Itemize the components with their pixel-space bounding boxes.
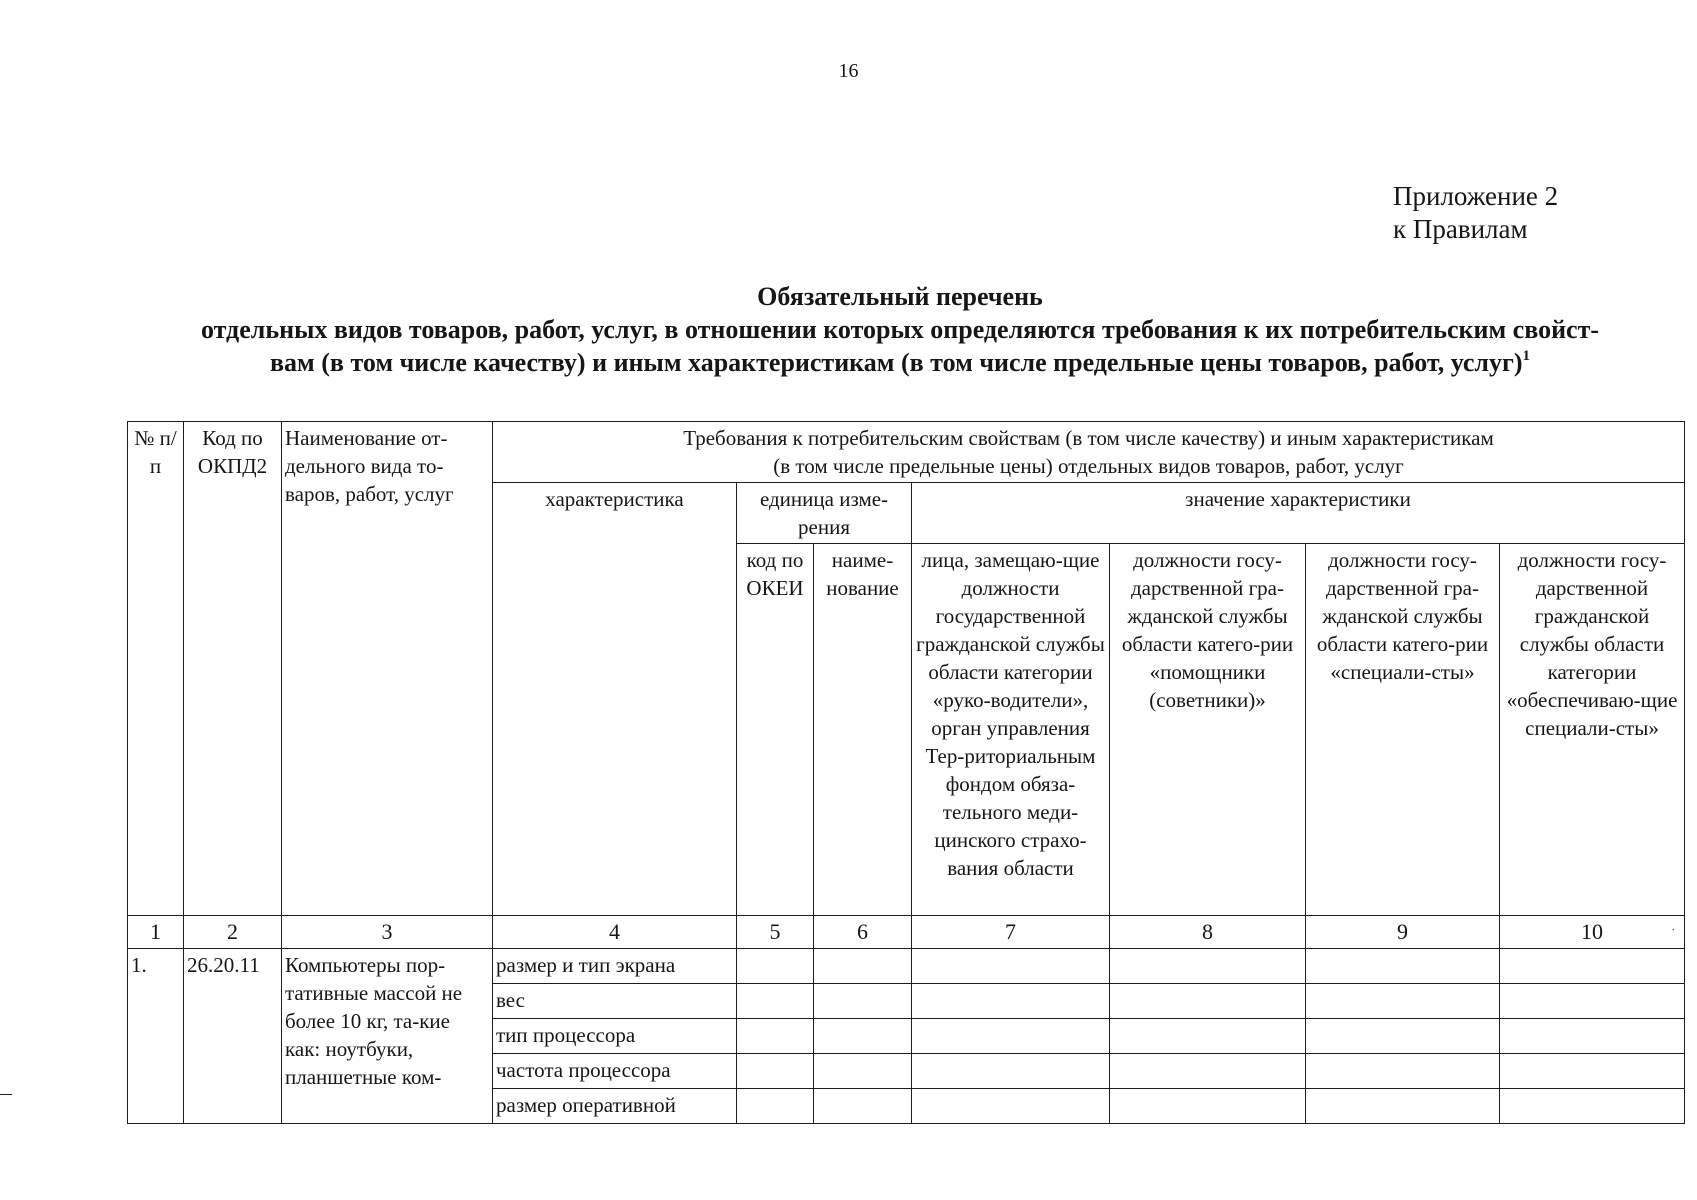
- column-number: 4: [493, 916, 737, 949]
- header-requirements-line-2: (в том числе предельные цены) отдельных видов товаров, работ, услуг: [773, 454, 1404, 478]
- margin-mark: [0, 1094, 12, 1095]
- title-line-3: [120, 346, 1680, 379]
- row-num: 1.: [128, 949, 184, 1124]
- row-code: 26.20.11: [184, 949, 282, 1124]
- appendix-line-2: к Правилам: [1393, 214, 1528, 244]
- header-characteristic: характеристика: [493, 483, 737, 916]
- column-number: 8: [1110, 916, 1306, 949]
- header-row-1: [128, 422, 1685, 483]
- page-number: 16: [838, 60, 859, 82]
- empty-cell: [1306, 949, 1500, 984]
- characteristic-cell: размер оперативной: [493, 1089, 737, 1124]
- empty-cell: [814, 949, 912, 984]
- empty-cell: [737, 1019, 814, 1054]
- column-number: 3: [282, 916, 493, 949]
- column-number: 6: [814, 916, 912, 949]
- title-line-2: отдельных видов товаров, работ, услуг, в отношении которых определяются требования к их потребительским свойст-: [200, 315, 1600, 344]
- empty-cell: [912, 1019, 1110, 1054]
- header-col-8: должности госу-дарственной гра-жданской службы области катего-рии «помощники (советники)»: [1110, 544, 1306, 916]
- appendix-label: [1393, 180, 1558, 246]
- header-unit: единица изме-рения: [737, 483, 912, 544]
- empty-cell: [1500, 949, 1685, 984]
- column-number: 5: [737, 916, 814, 949]
- empty-cell: [737, 984, 814, 1019]
- empty-cell: [814, 984, 912, 1019]
- header-col-10: должности госу-дарственной гражданской службы области категории «обеспечиваю-щие специали-сты»: [1500, 544, 1685, 916]
- header-col-9: должности госу-дарственной гра-жданской службы области катего-рии «специали-сты»: [1306, 544, 1500, 916]
- header-requirements-line-1: Требования к потребительским свойствам (в том числе качеству) и иным характеристикам: [683, 426, 1494, 450]
- footnote-mark: 1: [1522, 348, 1530, 364]
- header-okpd: Код по ОКПД2: [184, 422, 282, 916]
- empty-cell: [737, 1089, 814, 1124]
- characteristic-cell: тип процессора: [493, 1019, 737, 1054]
- empty-cell: [1110, 1054, 1306, 1089]
- title-line-3-text: вам (в том числе качеству) и иным характеристикам (в том числе предельные цены товаров, работ, услуг): [270, 348, 1523, 377]
- empty-cell: [1306, 1019, 1500, 1054]
- empty-cell: [737, 1054, 814, 1089]
- header-okei-code: код по ОКЕИ: [737, 544, 814, 916]
- empty-cell: [1500, 1019, 1685, 1054]
- empty-cell: [1110, 1089, 1306, 1124]
- empty-cell: [912, 1089, 1110, 1124]
- empty-cell: [814, 1019, 912, 1054]
- table-row: [128, 949, 1685, 984]
- empty-cell: [912, 1054, 1110, 1089]
- row-name: Компьютеры пор-тативные массой не более 10 кг, та-кие как: ноутбуки, планшетные ком-: [282, 949, 493, 1124]
- column-number: 10: [1500, 916, 1685, 949]
- empty-cell: [912, 984, 1110, 1019]
- empty-cell: [1500, 1054, 1685, 1089]
- empty-cell: [1500, 1089, 1685, 1124]
- column-number: 2: [184, 916, 282, 949]
- empty-cell: [1110, 1019, 1306, 1054]
- empty-cell: [814, 1089, 912, 1124]
- header-unit-name: наиме-нование: [814, 544, 912, 916]
- empty-cell: [814, 1054, 912, 1089]
- header-num: № п/п: [128, 422, 184, 916]
- document-title: [120, 280, 1680, 379]
- characteristic-cell: вес: [493, 984, 737, 1019]
- empty-cell: [737, 949, 814, 984]
- header-requirements: [493, 422, 1685, 483]
- title-line-1: Обязательный перечень: [757, 282, 1043, 311]
- empty-cell: [1500, 984, 1685, 1019]
- empty-cell: [1306, 1054, 1500, 1089]
- column-number: 9: [1306, 916, 1500, 949]
- empty-cell: [912, 949, 1110, 984]
- characteristic-cell: частота процессора: [493, 1054, 737, 1089]
- requirements-table: [127, 421, 1685, 1124]
- column-number: 7: [912, 916, 1110, 949]
- appendix-line-1: Приложение 2: [1393, 181, 1559, 211]
- empty-cell: [1306, 984, 1500, 1019]
- header-name: Наименование от-дельного вида то-варов, работ, услуг: [282, 422, 493, 916]
- column-number: 1: [128, 916, 184, 949]
- empty-cell: [1110, 984, 1306, 1019]
- characteristic-cell: размер и тип экрана: [493, 949, 737, 984]
- empty-cell: [1110, 949, 1306, 984]
- header-value: значение характеристики: [912, 483, 1685, 544]
- column-number-row: [128, 916, 1685, 949]
- header-col-7: лица, замещаю-щие должности государственной гражданской службы области категории «руко-водители», орган управления Тер-риториальным фондом обяза-тельного меди-цинского страхо-вания области: [912, 544, 1110, 916]
- scan-dot: ˙: [1671, 927, 1676, 942]
- empty-cell: [1306, 1089, 1500, 1124]
